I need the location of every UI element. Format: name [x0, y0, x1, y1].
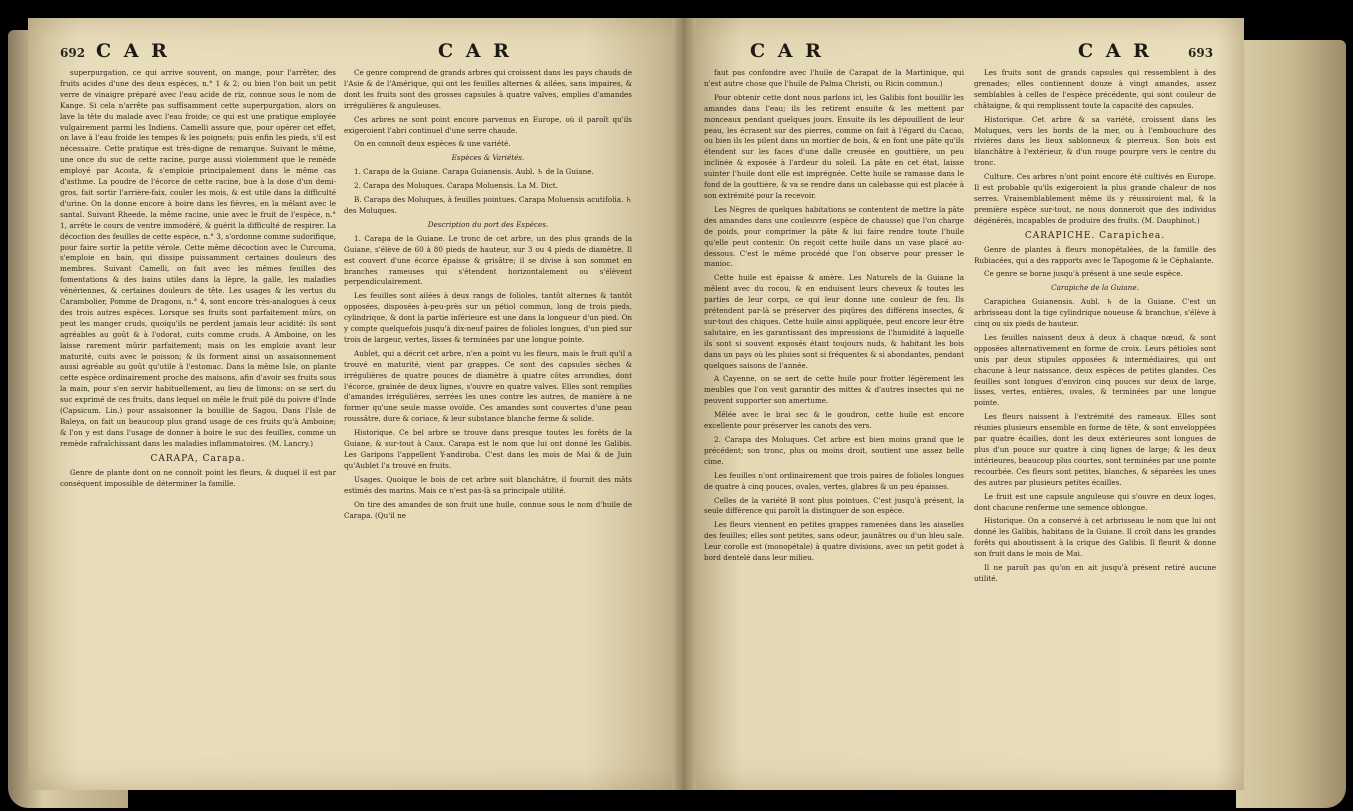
paragraph: Ces arbres ne sont point encore parvenus en Europe, où il paroît qu'ils exigeroient l'abri continuel d'une serre chaude.	[344, 114, 632, 135]
paragraph: On en connoît deux espèces & une variété.	[354, 139, 511, 149]
paragraph: Culture. Ces arbres n'ont point encore été cultivés en Europe. Il est probable qu'ils exigeroient la plus grande chaleur de nos serres. Vraisemblablement même ils y réussiroient mal, & la première espèce sur-tout, ne nous donneroit que des individus dégénérés, incapables de produire des fruits. (M. Dauphinot.)	[974, 172, 1216, 225]
book-gutter	[672, 18, 696, 790]
species-line: 2. Carapa des Moluques. Carapa Moluensis. La M. Dict.	[354, 181, 558, 191]
right-page-edges	[1236, 40, 1346, 808]
paragraph: Pour obtenir cette dont nous parlons ici, les Galibis font bouillir les amandes dans l'eau; ils les retirent ensuite & les mettent par monceaux pendant quelques jours. Ensuite ils les dépouillent de leur peau, les écrasent sur des pierres, comme on fait à l'égard du Cacao, ou bien ils les pilent dans un mortier de bois, & en font une pâte qu'ils étendent sur les faces d'une dalle creusée en gouttière, un peu inclinée & exposée à l'ardeur du soleil. La pâte en cet état, laisse suinter l'huile dont elle est imprégnée. Cette huile se ramasse dans le fond de la gouttière, & va se rendre dans un calebasse qui est placée à son extrémité pour la recevoir.	[704, 92, 964, 200]
paragraph: Celles de la variété B sont plus pointues. C'est jusqu'à présent, la seule différence qui paroît la distinguer de son espèce.	[704, 495, 964, 516]
paragraph: Aublet, qui a décrit cet arbre, n'en a point vu les fleurs, mais le fruit qu'il a trouvé en maturité, vient par grappes. Ce sont des capsules sèches & irrégulières de quatre pouces de diamètre à quatre côtes arrondies, dont l'écorce, grainée de deux lignes, s'ouvre en quatre valves. Elles sont remplies d'amandes irrégulières, serrées les unes contre les autres, de manière à ne former qu'une seule masse ovoïde. Ces amandes sont couvertes d'une peau roussâtre, dure & coriace, & leur substance blanche ferme & solide.	[344, 348, 632, 424]
paragraph: Carapichea Guianensis. Aubl. ♄ de la Guiane. C'est un arbrisseau dont la tige cylindrique noueuse & branchue, s'élève à cinq ou six pieds de hauteur.	[974, 297, 1216, 329]
paragraph: A Cayenne, on se sert de cette huile pour frotter légèrement les meubles que l'on veut garantir des mittes & d'autres insectes qui ne peuvent supporter son amertume.	[704, 374, 964, 406]
paragraph: Les feuilles n'ont ordinairement que trois paires de folioles longues de quatre à cinq pouces, ovales, vertes, glabres & un peu épaisses.	[704, 470, 964, 491]
paragraph: Ce genre comprend de grands arbres qui croissent dans les pays chauds de l'Asie & de l'Amérique, qui ont les feuilles alternes & ailées, sans impaires, & dont les fruits sont des grosses capsules à quatre valves, emplies d'amandes irrégulières & anguleuses.	[344, 68, 632, 110]
paragraph: Le fruit est une capsule anguleuse qui s'ouvre en deux loges, dont chacune renferme une semence oblongue.	[974, 491, 1216, 512]
paragraph: Historique. Cet arbre & sa variété, croissent dans les Moluques, vers les bords de la mer, ou à l'embouchure des rivières dans les lieux sablonneux & pierreux. Son bois est blanchâtre à l'extérieur, & d'un rouge pourpre vers le centre du tronc.	[974, 114, 1216, 168]
paragraph: Les feuilles sont ailées à deux rangs de folioles, tantôt alternes & tantôt opposées, disposées à-peu-près sur un pétiol commun, long de trois pieds, cylindrique, & dont la partie inférieure est une dans la longueur d'un pied. On y compte quelquefois jusqu'à dix-neuf paires de folioles longues, d'un pied sur trois de largeur, vertes, lisses & terminées par une longue pointe.	[344, 291, 632, 344]
subheading: Espèces & Variétés.	[451, 153, 525, 163]
species-line: 1. Carapa de la Guiane. Carapa Guianensis. Aubl. ♄ de la Guiane.	[354, 167, 594, 177]
subheading: Carapiche de la Guiane.	[1051, 283, 1139, 293]
paragraph: 1. Carapa de la Guiane. Le tronc de cet arbre, un des plus grands de la Guiane, s'élève de 60 à 80 pieds de hauteur, sur 3 ou 4 pieds de diamètre. Il est couvert d'une écorce épaisse & grisâtre; il se divise à son sommet en branches rameuses qui s'étendent horizontalement ou s'élèvent perpendiculairement.	[344, 233, 632, 287]
entry-heading: CARAPA, Carapa.	[150, 453, 246, 464]
paragraph: Il ne paroît pas qu'on en ait jusqu'à présent retiré aucune utilité.	[974, 563, 1216, 583]
paragraph: Les feuilles naissent deux à deux à chaque nœud, & sont opposées alternativement en forme de croix. Leurs pétioles sont unis par deux stipules opposées & intermédiaires, qui ont chacune à leur naissance, deux espèces de petites glandes. Ces feuilles sont longues d'environ cinq pouces sur deux de large, lisses, vertes, entières, ovales, & terminées par une longue pointe.	[974, 332, 1216, 408]
paragraph: Ce genre se borne jusqu'à présent à une seule espèce.	[984, 269, 1183, 279]
subheading: Description du port des Espèces.	[427, 219, 549, 229]
right-running-head-1: C A R	[750, 40, 824, 62]
left-page-number: 692	[60, 46, 86, 60]
paragraph: Historique. On a conservé à cet arbrisseau le nom que lui ont donné les Galibis, habitans de la Guiane. Il croît dans les grandes forêts qui aboutissent à la crique des Galibis. Il fleurit & donne son fruit dans le mois de Mai.	[974, 516, 1216, 559]
left-running-head-1: C A R	[96, 40, 170, 62]
paragraph: superpurgation, ce qui arrive souvent, on mange, pour l'arrêter, des fruits acides d'une des deux espèces, n.° 1 & 2; ou bien l'on boit un petit verre de vinaigre préparé avec l'eau acide de riz, connue sous le nom de Kange. Si cela n'arrête pas suffisamment cette superpurgation, alors on lave la tête du malade avec l'eau froide; ce qui est une pratique employée vulgairement parmi les Indiens. Camelli assure que, pour opérer cet effet, on lave à l'eau froide les tempes & les poignets; puis enfin les pieds, s'il est nécessaire. Cette pratique est très-digne de remarque. Suivant le même, une once du suc de cette racine, purge aussi violemment que le remède employé par Acosta, & s'emploie principalement dans le même cas d'asthme. La poudre de l'écorce de cette racine, bue à la dose d'un demi-gros, fait sortir l'arrière-faix, couler les mois, & est utile dans la difficulté d'urine. On la donne encore à boire dans les fièvres, en la mêlant avec le santal. Suivant Rheede, la même racine, unie avec le fruit de l'espèce, n.° 1, arrête le cours de ventre immodéré, & guérit la difficulté de respirer. La décoction des feuilles de cette espèce, n.° 3, s'ordonne comme sudorifique, pour faire sortir la petite vérole. Cette même décoction avec le Curcuma, s'emploie en bain, qui dissipe puissamment certaines douleurs des membres. Suivant Camelli, on fait avec les mêmes feuilles des fomentations & des bains utiles dans la lèpre, la galle, les maladies vénériennes, & certaines douleurs de tête. Les usages & les vertus du Carambolier, Pomme de Dragons, n.° 4, sont encore très-analogues à ceux des trois autres espèces. Lorsque ses fruits sont parfaitement mûrs, on peut les manger cruds, quoiqu'ils ne perdent jamais leur acidité: ils sont agréables au goût & à l'odorat, cuits comme cruds. A Amboine, on les laisse rarement mûrir parfaitement; mais on les emploie avant leur maturité, cuits avec le poisson; & ils forment ainsi un assaisonnement aussi agréable au goût qu'utile à l'estomac. Dans la même Isle, on plante cette espèce ordinairement proche des maisons, afin d'avoir ses fruits sous la main, pour s'en servir habituellement, au lieu de limons: on se sert du suc exprimé de ces fruits, dans lequel on mêle le fruit pilé du poivre d'Inde (Capsicum. Lin.) pour assaisonner la bouillie de Sagou. Dans l'Isle de Baleya, on fait un beaucoup plus grand usage de ces fruits qu'à Amboine; & l'on y est dans l'usage de donner à boire le suc des feuilles, comme un remède rafraîchissant dans les maladies inflammatoires. (M. Lancry.)	[60, 68, 336, 448]
right-column-2	[974, 68, 1216, 788]
paragraph: Usages. Quoique le bois de cet arbre soit blanchâtre, il fournit des mâts estimés des marins. Mais ce n'est pas-là sa principale utilité.	[344, 474, 632, 495]
species-line: B. Carapa des Moluques, à feuilles pointues. Carapa Moluensis acutifolia. ♄ des Moluques.	[344, 195, 632, 215]
left-column-2	[344, 68, 632, 788]
right-page-number: 693	[1188, 46, 1214, 60]
right-running-head-2: C A R	[1078, 40, 1152, 62]
left-column-1	[60, 68, 336, 788]
paragraph: Mêlée avec le brai sec & le goudron, cette huile est encore excellente pour préserver les canots des vers.	[704, 410, 964, 431]
left-running-head-2: C A R	[438, 40, 512, 62]
paragraph: Historique. Ce bel arbre se trouve dans presque toutes les forêts de la Guiane, & sur-tout à Caux. Carapa est le nom que lui ont donné les Galibis. Les Garipons l'appellent Y-andiroba. C'est dans les mois de Mai & de Juin qu'Aublet l'a trouvé en fruits.	[344, 428, 632, 470]
paragraph: Genre de plante dont on ne connoît point les fleurs, & duquel il est par conséquent impossible de déterminer la famille.	[60, 467, 336, 488]
paragraph: Les fleurs viennent en petites grappes ramenées dans les aisselles des feuilles; elles sont petites, sans odeur, jaunâtres ou d'un bleu sale. Leur corolle est (monopétale) à quatre divisions, avec un petit godet à bord dentelé dans leur milieu.	[704, 520, 964, 563]
right-column-1	[704, 68, 964, 788]
entry-heading: CARAPICHE. Carapichea.	[1024, 230, 1166, 241]
paragraph: Les Nègres de quelques habitations se contentent de mettre la pâte des amandes dans une couleuvre (espèce de chausse) que l'on charge de poids, pour comprimer la pâte & lui faire rendre toute l'huile qu'elle peut contenir. On reçoit cette huile dans un vase placé au-dessous. C'est le même procédé que l'on observe pour presser le manioc.	[704, 204, 964, 269]
paragraph: Les fleurs naissent à l'extrémité des rameaux. Elles sont réunies plusieurs ensemble en forme de tête, & sont enveloppées par quatre écailles, dont les deux extérieures sont longues de plus d'un pouce sur quatre à cinq lignes de large; & les deux intérieures, beaucoup plus courtes, sont terminées par une pointe recourbée. Ces fleurs sont petites, blanches, & séparées les unes des autres par plusieurs petites écailles.	[974, 412, 1216, 487]
paragraph: On tire des amandes de son fruit une huile, connue sous le nom d'huile de Carapa. (Qu'il ne	[344, 499, 632, 520]
paragraph: Cette huile est épaisse & amère. Les Naturels de la Guiane la mêlent avec du rocou, & en enduisent leurs cheveux & toutes les parties de leur corps, ce qui leur donne une couleur de feu. Ils prétendent par-là se préserver des piqûres des différens insectes, & sur-tout des chiques. Cette huile ainsi appliquée, peut encore leur être salutaire, en les garantissant des impressions de l'humidité à laquelle ils sont si souvent exposés étant toujours nuds, & habitant les bois dans un pays où les pluies sont si fréquentes & si abondantes, pendant quelques saisons de l'année.	[704, 273, 964, 370]
paragraph: Genre de plantes à fleurs monopétalées, de la famille des Rubiacées, qui a des rapports avec le Tapogome & le Céphalante.	[974, 244, 1216, 265]
paragraph: faut pas confondre avec l'huile de Carapat de la Martinique, qui n'est autre chose que l'huile de Palma Christi, ou Ricin commun.)	[704, 68, 964, 88]
paragraph: Les fruits sont de grands capsules qui ressemblent à des grenades; elles contiennent douze à vingt amandes, assez semblables à celles de l'espèce précédente, qui sont couleur de châtaigne, & qui remplissent toute la capacité des capsules.	[974, 68, 1216, 110]
paragraph: 2. Carapa des Moluques. Cet arbre est bien moins grand que le précédent; son tronc, plus ou moins droit, soutient une assez belle cime.	[704, 435, 964, 466]
